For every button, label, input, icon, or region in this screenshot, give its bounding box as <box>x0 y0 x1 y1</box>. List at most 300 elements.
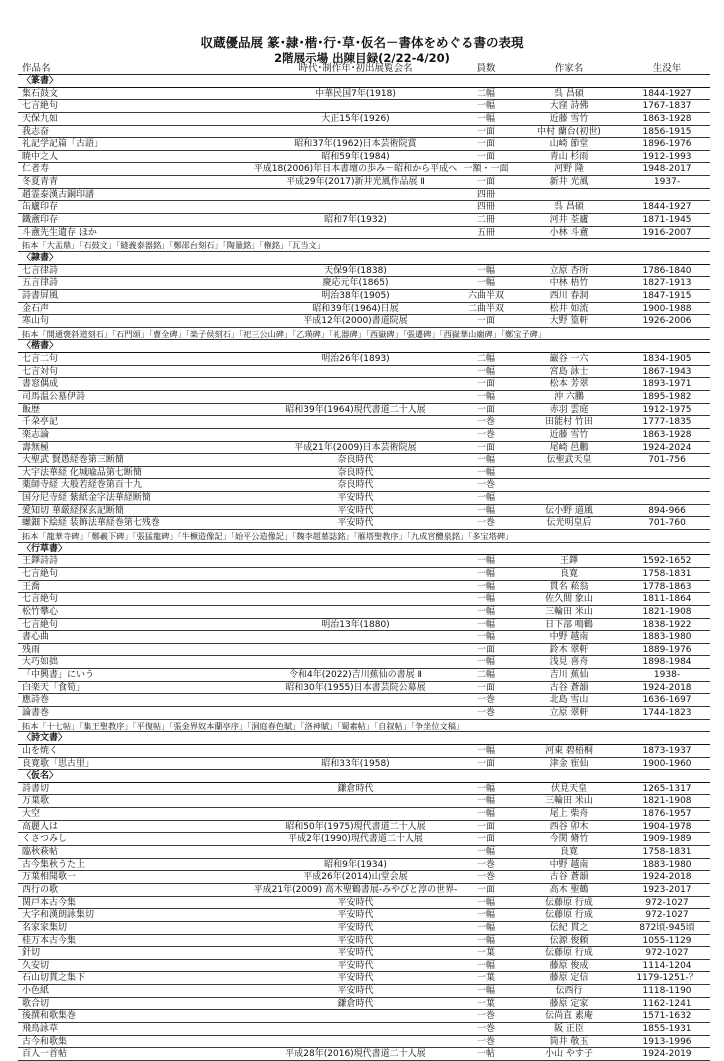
cell-work: 「中興書」にいう <box>22 670 95 681</box>
cell-era: 平成21年(2009)日本芸術院展 <box>294 442 417 453</box>
table-row <box>18 366 710 379</box>
cell-work: 高麗人は <box>22 821 59 832</box>
table-row <box>18 416 710 429</box>
section-title: 〈行草書〉 <box>22 543 68 554</box>
cell-years: 1855-1931 <box>642 1024 692 1034</box>
table-row <box>18 669 710 682</box>
cell-artist: 立原 翠軒 <box>549 708 589 718</box>
cell-work: 礼記学記篇「古語」 <box>22 139 104 150</box>
cell-years: 1913-1996 <box>642 1036 692 1047</box>
cell-years: 1900-1988 <box>642 303 692 314</box>
cell-artist: 西谷 卯木 <box>549 821 589 832</box>
cell-count: 一幅 <box>476 783 495 794</box>
table-row <box>18 998 710 1011</box>
cell-artist: 伝藤原 行成 <box>545 948 593 959</box>
cell-years: 1883-1980 <box>642 632 692 643</box>
table-row <box>18 1036 710 1049</box>
cell-years: 1912-1975 <box>642 404 692 415</box>
table-row <box>18 707 710 720</box>
cell-work: 良寛歌「思古里」 <box>22 758 95 769</box>
cell-era: 昭和59年(1984) <box>321 151 390 162</box>
table-row <box>18 758 710 771</box>
note-text: 拓本「大盂鼎」「石鼓文」「縫義泰器銘」「鄭邵台刻石」「陶量銘」「権銘」「瓦当文」 <box>22 240 325 251</box>
cell-artist: 藤原 俊成 <box>549 960 589 971</box>
table-row <box>18 151 710 164</box>
header-era: 時代･制作年･初出展覧会名 <box>298 63 413 74</box>
cell-artist: 伝西行 <box>555 986 583 997</box>
cell-work: 王鐸詩詩 <box>22 556 59 567</box>
cell-count: 一幅 <box>476 505 495 516</box>
cell-work: 国分尼寺経 紫紙金字法華経断簡 <box>22 493 151 504</box>
cell-count: 一面 <box>476 126 495 137</box>
cell-work: 西行の歌 <box>22 884 59 895</box>
cell-count: 一幅 <box>476 986 495 997</box>
cell-count: 一幅 <box>476 392 495 402</box>
cell-years: 1863-1928 <box>642 429 692 440</box>
cell-count: 一幅 <box>476 922 495 933</box>
cell-years: 1924-2024 <box>642 442 692 453</box>
cell-count: 一面 <box>476 151 495 162</box>
section-header <box>18 732 710 745</box>
cell-era: 平安時代 <box>337 973 374 984</box>
cell-artist: 近藤 雪竹 <box>549 113 589 124</box>
cell-years: 1767-1837 <box>642 101 692 112</box>
cell-era: 昭和37年(1962)日本芸術院賞 <box>294 139 417 150</box>
cell-count: 一幅 <box>476 366 495 377</box>
cell-artist: 大野 篁軒 <box>549 316 589 327</box>
table-row <box>18 454 710 467</box>
cell-work: 趙霊泰漢古銅印譜 <box>22 189 95 200</box>
cell-work: 残雨 <box>22 644 41 655</box>
cell-count: 一幅 <box>476 745 495 756</box>
cell-work: 石山切貫之集下 <box>22 973 86 984</box>
cell-artist: 田能村 竹田 <box>545 417 593 428</box>
cell-artist: 伝光明皇后 <box>546 518 592 529</box>
cell-years: 1900-1960 <box>642 758 692 769</box>
cell-count: 一面 <box>476 379 495 390</box>
cell-count: 一幅 <box>476 606 495 617</box>
cell-count: 一幅 <box>476 796 495 807</box>
cell-count: 二幅 <box>476 354 495 365</box>
cell-years: 1827-1913 <box>642 278 692 289</box>
cell-era: 明治26年(1893) <box>321 354 390 365</box>
cell-artist: 筒井 敬玉 <box>549 1036 589 1047</box>
cell-count: 一面 <box>476 442 495 453</box>
cell-work: 万葉相聞歌一 <box>22 872 77 883</box>
section-title: 〈詩文書〉 <box>22 733 68 744</box>
cell-era: 昭和39年(1964)現代書道二十人展 <box>285 404 426 415</box>
cell-work: 冬夏青青 <box>22 177 59 188</box>
cell-work: 書窓偶成 <box>22 379 59 390</box>
cell-work: 万葉歌 <box>22 796 50 807</box>
note-text: 拓本「開通褒斜道刻石」「石門頌」「曹全碑」「楽子侯刻石」「祀三公山碑」「乙瑛碑」「礼器碑」「西嶽碑」「張遷碑」「西嶽華山廟碑」「鄭宝子碑」 <box>22 328 546 339</box>
cell-work: 名家家集切 <box>22 922 68 933</box>
cell-count: 一幅 <box>476 113 495 124</box>
table-row <box>18 189 710 202</box>
cell-count: 一巻 <box>476 1036 495 1047</box>
cell-artist: 伝小野 道風 <box>545 505 593 516</box>
table-row <box>18 922 710 935</box>
cell-era: 明治13年(1880) <box>321 619 390 630</box>
cell-work: 仁者寿 <box>22 164 50 175</box>
cell-count: 四冊 <box>476 202 495 213</box>
cell-work: 久安切 <box>22 960 50 971</box>
cell-artist: 近藤 雪竹 <box>549 429 589 440</box>
cell-artist: 浅見 喜舟 <box>549 657 589 668</box>
cell-work: 愛知切 華厳経探玄記断簡 <box>22 505 124 516</box>
table-row <box>18 176 710 189</box>
cell-era: 平安時代 <box>337 505 374 516</box>
cell-artist: 伝尚直 素庵 <box>545 1011 593 1022</box>
cell-era: 奈良時代 <box>337 467 374 478</box>
cell-era: 昭和50年(1975)現代書道二十人展 <box>285 821 426 832</box>
cell-years: 972-1027 <box>645 897 689 908</box>
table-row <box>18 897 710 910</box>
section-header <box>18 770 710 783</box>
cell-years: 1856-1915 <box>642 126 692 137</box>
cell-era: 昭和39年(1964)日展 <box>312 303 399 314</box>
cell-count: 一幅 <box>476 594 495 605</box>
cell-era: 天保9年(1838) <box>324 265 387 276</box>
cell-artist: 伝紀 貫之 <box>549 922 589 933</box>
cell-artist: 新井 光風 <box>549 177 589 188</box>
header-count: 員数 <box>476 63 496 74</box>
cell-count: 一幅 <box>476 568 495 579</box>
cell-years: 972-1027 <box>645 948 689 959</box>
cell-work: 應詩巻 <box>22 695 50 706</box>
cell-years: 1924-2019 <box>642 1049 692 1060</box>
table-row <box>18 884 710 897</box>
cell-years: 1265-1317 <box>642 783 692 794</box>
cell-count: 二曲半双 <box>467 303 504 314</box>
cell-count: 一巻 <box>476 417 495 428</box>
cell-count: 一面 <box>476 884 495 895</box>
table-row <box>18 859 710 872</box>
table-row <box>18 303 710 316</box>
cell-years: 1909-1989 <box>642 834 692 845</box>
cell-artist: 津金 寉仙 <box>549 758 589 769</box>
cell-count: 一巻 <box>476 1024 495 1034</box>
cell-work: 飛鳥詠草 <box>22 1024 59 1034</box>
cell-count: 一面 <box>476 644 495 655</box>
cell-artist: 佐久間 象山 <box>545 594 593 605</box>
cell-count: 一巻 <box>476 429 495 440</box>
table-row <box>18 113 710 126</box>
cell-years: 1811-1864 <box>642 594 692 605</box>
table-row <box>18 290 710 303</box>
cell-years: 1867-1943 <box>642 366 692 377</box>
cell-count: 二冊 <box>476 215 495 226</box>
cell-years: 1114-1204 <box>642 960 692 971</box>
table-row <box>18 479 710 492</box>
cell-artist: 吉川 蕉仙 <box>549 670 589 681</box>
cell-work: 薬師寺経 大般若経巻第百十九 <box>22 480 142 491</box>
table-row <box>18 960 710 973</box>
section-header <box>18 340 710 353</box>
cell-count: 一幅 <box>476 935 495 946</box>
table-row <box>18 442 710 455</box>
cell-artist: 尾上 柴舟 <box>549 809 589 820</box>
cell-years: 1834-1905 <box>642 354 692 365</box>
table-row <box>18 404 710 417</box>
table-row <box>18 871 710 884</box>
table-header <box>18 63 710 75</box>
cell-work: 後撰和歌集巻 <box>22 1011 77 1022</box>
cell-artist: 赤羽 雲庭 <box>549 404 589 415</box>
cell-era: 平安時代 <box>337 948 374 959</box>
section-title: 〈楷書〉 <box>22 341 59 352</box>
cell-count: 一面 <box>476 139 495 150</box>
cell-work: 司馬温公墓伊詩 <box>22 392 86 402</box>
cell-count: 一帖 <box>476 1049 495 1060</box>
cell-count: 一幅 <box>476 455 495 466</box>
cell-era: 平安時代 <box>337 897 374 908</box>
cell-count: 一幅 <box>476 910 495 921</box>
cell-count: 一葉 <box>476 948 495 959</box>
cell-count: 二幅 <box>476 670 495 681</box>
cell-count: 一面 <box>476 821 495 832</box>
cell-artist: 藤原 定家 <box>549 998 589 1009</box>
cell-years: 1162-1241 <box>642 998 692 1009</box>
cell-years: 1118-1190 <box>642 986 692 997</box>
cell-work: 歌合切 <box>22 998 50 1009</box>
table-row <box>18 1048 710 1061</box>
cell-years: 1916-2007 <box>642 227 692 238</box>
table-row <box>18 682 710 695</box>
cell-years: 1592-1652 <box>642 556 692 567</box>
cell-count: 一巻 <box>476 708 495 718</box>
cell-count: 一幅 <box>476 493 495 504</box>
cell-era: 平成12年(2000)書道院展 <box>303 316 408 327</box>
table-row <box>18 467 710 480</box>
section-header <box>18 75 710 88</box>
cell-work: 古今和歌集 <box>22 1036 68 1047</box>
cell-years: 1938- <box>653 670 681 681</box>
cell-work: 金石声 <box>22 303 50 314</box>
cell-work: 五言律詩 <box>22 278 59 289</box>
cell-years: 1758-1831 <box>642 568 692 579</box>
cell-work: 七言対句 <box>22 366 59 377</box>
cell-work: 楽志論 <box>22 429 50 440</box>
cell-work: 天保九如 <box>22 113 59 124</box>
cell-era: 奈良時代 <box>337 455 374 466</box>
table-row <box>18 783 710 796</box>
cell-work: 暁中之人 <box>22 151 59 162</box>
table-row <box>18 555 710 568</box>
cell-count: 一巻 <box>476 695 495 706</box>
cell-era: 平成18(2006)年日本書壇の歩み－昭和から平成へ <box>253 164 458 175</box>
cell-era: 大正15年(1926) <box>321 113 390 124</box>
cell-era: 昭和7年(1932) <box>324 215 387 226</box>
cell-work: 千朶亭記 <box>22 417 59 428</box>
cell-count: 一巻 <box>476 859 495 870</box>
cell-work: 七言絶句 <box>22 101 59 112</box>
cell-years: 1744-1823 <box>642 708 692 718</box>
cell-era: 奈良時代 <box>337 480 374 491</box>
cell-era: 鎌倉時代 <box>337 998 374 1009</box>
cell-count: 一葉 <box>476 973 495 984</box>
cell-artist: 小山 やす子 <box>545 1049 593 1060</box>
cell-years: 1821-1908 <box>642 606 692 617</box>
cell-era: 平成21年(2009) 高木聖鶴書展-みやびと淳の世界- <box>253 884 458 895</box>
cell-artist: 伝源 俊頼 <box>549 935 589 946</box>
cell-era: 平安時代 <box>337 960 374 971</box>
cell-work: 鐵盦印存 <box>22 215 59 226</box>
cell-era: 平安時代 <box>337 935 374 946</box>
cell-artist: 青山 杉雨 <box>549 151 589 162</box>
cell-years: 1926-2006 <box>642 316 692 327</box>
cell-artist: 古谷 蒼韻 <box>549 682 589 693</box>
cell-artist: 松本 芳翠 <box>549 379 589 390</box>
table-row <box>18 833 710 846</box>
cell-years: 1786-1840 <box>642 265 692 276</box>
table-row <box>18 1010 710 1023</box>
table-row <box>18 568 710 581</box>
cell-years: 1179-1251-？ <box>636 973 698 984</box>
cell-artist: 伏見天皇 <box>550 783 587 794</box>
cell-work: 針切 <box>22 948 41 959</box>
note-text: 拓本「龍華寺碑」「鄭羲下碑」「張猛龍碑」「牛橛造像記」「始平公造像記」「魏李超墓誌銘」「雁塔聖教序」「九成宮醴泉銘」「多宝塔碑」 <box>22 531 514 542</box>
cell-work: 詩書切 <box>22 783 50 794</box>
table-row <box>18 619 710 632</box>
cell-artist: 宮島 詠士 <box>549 366 589 377</box>
cell-count: 一額・一面 <box>463 164 509 175</box>
rubbing-note <box>18 328 710 341</box>
cell-work: 飯歴 <box>22 404 41 415</box>
table-row <box>18 505 710 518</box>
table-row <box>18 391 710 404</box>
cell-years: 894-966 <box>648 505 686 516</box>
cell-count: 一面 <box>476 316 495 327</box>
cell-work: 七言絶句 <box>22 619 59 630</box>
cell-work: 関戸本古今集 <box>22 897 77 908</box>
section-header <box>18 252 710 265</box>
document-title: 収蔵優品展 篆･隷･楷･行･草･仮名－書体をめぐる書の表現 <box>200 35 524 50</box>
cell-count: 一面 <box>476 682 495 693</box>
cell-era: 昭和33年(1958) <box>321 758 390 769</box>
cell-work: 松竹攀心 <box>22 606 59 617</box>
table-row <box>18 353 710 366</box>
document-subtitle: 2階展示場 出陳目録(2/22-4/20) <box>274 51 450 65</box>
cell-era: 平安時代 <box>337 986 374 997</box>
table-row <box>18 909 710 922</box>
cell-artist: 阪 正臣 <box>554 1024 584 1034</box>
cell-years: 1821-1908 <box>642 796 692 807</box>
cell-years: 1937- <box>653 177 681 188</box>
rubbing-note <box>18 720 710 733</box>
cell-artist: 大窪 詩佛 <box>549 101 589 112</box>
cell-artist: 三輪田 米山 <box>545 796 593 807</box>
cell-years: 1898-1984 <box>642 657 692 668</box>
cell-artist: 良寛 <box>559 568 578 579</box>
cell-artist: 河野 隆 <box>554 164 584 175</box>
cell-artist: 三輪田 米山 <box>545 606 593 617</box>
cell-era: 明治38年(1905) <box>321 290 390 301</box>
cell-era: 昭和9年(1934) <box>324 859 387 870</box>
table-row <box>18 947 710 960</box>
cell-artist: 伝聖武天皇 <box>546 455 592 466</box>
cell-work: 集石鼓文 <box>22 88 59 99</box>
cell-years: 1847-1915 <box>642 290 692 301</box>
cell-count: 一幅 <box>476 897 495 908</box>
cell-work: 論書巻 <box>22 708 50 718</box>
cell-count: 一巻 <box>476 480 495 491</box>
cell-work: くさつみし <box>22 834 68 845</box>
cell-count: 一幅 <box>476 278 495 289</box>
cell-count: 一幅 <box>476 556 495 567</box>
cell-era: 中華民国7年(1918) <box>315 88 396 99</box>
table-row <box>18 656 710 669</box>
table-row <box>18 631 710 644</box>
cell-artist: 藤原 定信 <box>549 973 589 984</box>
cell-count: 一巻 <box>476 518 495 529</box>
table-row <box>18 201 710 214</box>
cell-artist: 山崎 節堂 <box>549 139 589 150</box>
cell-artist: 尾崎 邑鵬 <box>549 442 589 453</box>
header-artist: 作家名 <box>554 63 584 74</box>
cell-count: 一幅 <box>476 809 495 820</box>
cell-years: 1893-1971 <box>642 379 692 390</box>
cell-years: 1896-1976 <box>642 139 692 150</box>
cell-era: 平成2年(1990)現代書道二十人展 <box>288 834 423 845</box>
rubbing-note <box>18 530 710 543</box>
table-row <box>18 517 710 530</box>
cell-artist: 日下部 鳴鶴 <box>545 619 593 630</box>
section-title: 〈仮名〉 <box>22 771 59 782</box>
cell-artist: 中野 越南 <box>549 859 589 870</box>
cell-era: 鎌倉時代 <box>337 783 374 794</box>
cell-years: 972-1027 <box>645 910 689 921</box>
table-row <box>18 492 710 505</box>
table-row <box>18 214 710 227</box>
table-row <box>18 581 710 594</box>
cell-years: 1871-1945 <box>642 215 692 226</box>
cell-artist: 王鐸 <box>559 556 578 567</box>
table-row <box>18 378 710 391</box>
cell-years: 1948-2017 <box>642 164 692 175</box>
cell-work: 詩書屏風 <box>22 290 59 301</box>
cell-count: 一幅 <box>476 632 495 643</box>
table-row <box>18 315 710 328</box>
cell-artist: 小林 斗盦 <box>549 227 589 238</box>
cell-work: 我志奋 <box>22 126 50 137</box>
cell-years: 1883-1980 <box>642 859 692 870</box>
section-header <box>18 543 710 556</box>
table-row <box>18 277 710 290</box>
table-row <box>18 126 710 139</box>
cell-work: 螺鈿下絵経 装飾法華経巻第七残巻 <box>22 518 160 529</box>
cell-work: 桂万本古今集 <box>22 935 77 946</box>
cell-count: 一面 <box>476 404 495 415</box>
cell-artist: 河井 荃廬 <box>549 215 589 226</box>
cell-artist: 呉 昌碩 <box>554 202 584 213</box>
cell-artist: 中林 梧竹 <box>549 278 589 289</box>
cell-era: 平成29年(2017)新井光風作品展 Ⅱ <box>286 177 425 188</box>
table-row <box>18 429 710 442</box>
header-work: 作品名 <box>22 63 51 74</box>
header-years: 生没年 <box>652 63 682 74</box>
cell-artist: 良寛 <box>559 847 578 858</box>
table-row <box>18 593 710 606</box>
cell-years: 1778-1863 <box>642 581 692 592</box>
table-row <box>18 138 710 151</box>
cell-count: 一巻 <box>476 1011 495 1022</box>
cell-years: 701-760 <box>648 518 686 529</box>
cell-work: 大聖武 賢愚経巻第三断簡 <box>22 455 124 466</box>
cell-years: 1863-1928 <box>642 113 692 124</box>
cell-years: 1924-2018 <box>642 682 692 693</box>
cell-work: 壽無極 <box>22 442 50 453</box>
